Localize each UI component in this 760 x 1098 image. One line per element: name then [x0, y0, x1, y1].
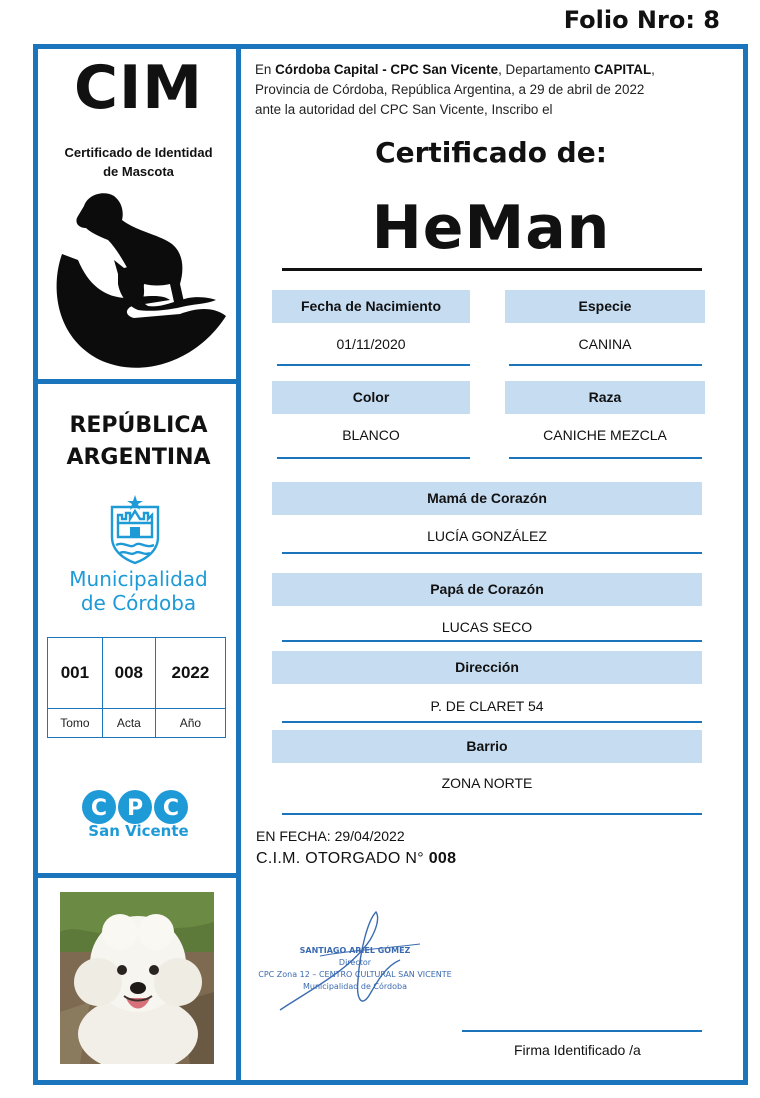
intro-department: CAPITAL	[594, 62, 652, 77]
father-value: LUCAS SECO	[441, 619, 533, 635]
cpc-branch-name: San Vicente	[88, 822, 189, 840]
registry-table	[47, 637, 226, 738]
father-label: Papá de Corazón	[272, 573, 702, 606]
color-rule	[277, 457, 470, 459]
neighborhood-value: ZONA NORTE	[441, 775, 533, 791]
cim-subtitle-line-2: de Mascota	[103, 164, 174, 179]
sidebar-divider-1	[33, 379, 241, 384]
pet-photo	[60, 892, 214, 1064]
father-rule	[282, 640, 702, 642]
intro-post: ,	[651, 62, 655, 77]
species-rule	[509, 364, 702, 366]
intro-paragraph	[255, 60, 727, 120]
intro-prefix: En	[255, 62, 276, 77]
sidebar-divider	[236, 44, 241, 1085]
breed-value: CANICHE MEZCLA	[543, 427, 667, 443]
sidebar-divider-2	[33, 873, 241, 878]
pet-name-underline	[282, 268, 702, 271]
folio-number: Folio Nro: 8	[563, 6, 720, 34]
intro-line-2: Provincia de Córdoba, República Argentina, a 29 de abril de 2022	[255, 82, 645, 97]
neighborhood-rule	[282, 813, 702, 815]
signer-org: Municipalidad de Córdoba	[302, 982, 408, 991]
anio-label: Año	[155, 709, 225, 738]
tomo-value: 001	[48, 638, 103, 709]
republic-line-1: REPÚBLICA	[69, 413, 208, 438]
municipality-line-2: de Córdoba	[80, 591, 197, 615]
address-value: P. DE CLARET 54	[430, 698, 544, 714]
republic-line-2: ARGENTINA	[66, 445, 211, 470]
intro-mid: , Departamento	[498, 62, 595, 77]
breed-rule	[509, 457, 702, 459]
mother-label: Mamá de Corazón	[272, 482, 702, 515]
cim-subtitle-line-1: Certificado de Identidad	[64, 145, 213, 160]
species-value: CANINA	[578, 336, 632, 352]
signer-office: CPC Zona 12 – CENTRO CULTURAL SAN VICENTE	[258, 970, 452, 979]
pet-hand-logo-icon	[48, 188, 230, 374]
svg-text:C: C	[90, 796, 108, 821]
color-label: Color	[272, 381, 470, 414]
signer-name: SANTIAGO ARIEL GÓMEZ	[299, 946, 411, 955]
species-label: Especie	[505, 290, 705, 323]
certificate-heading: Certificado de:	[375, 136, 607, 169]
cim-number-line	[256, 850, 456, 868]
breed-label: Raza	[505, 381, 705, 414]
cim-number-value: 008	[428, 850, 457, 867]
mother-rule	[282, 552, 702, 554]
birth-date-label: Fecha de Nacimiento	[272, 290, 470, 323]
pet-name: HeMan	[371, 193, 611, 263]
address-label: Dirección	[272, 651, 702, 684]
neighborhood-label: Barrio	[272, 730, 702, 763]
signature-rule	[462, 1030, 702, 1032]
acta-label: Acta	[102, 709, 155, 738]
signer-role: Director	[338, 958, 372, 967]
color-value: BLANCO	[342, 427, 400, 443]
acta-value: 008	[102, 638, 155, 709]
birth-date-value: 01/11/2020	[336, 336, 406, 352]
address-rule	[282, 721, 702, 723]
signature-label: Firma Identificado /a	[514, 1042, 641, 1058]
intro-line-3: ante la autoridad del CPC San Vicente, Inscribo el	[255, 102, 553, 117]
cim-subtitle	[41, 143, 236, 181]
intro-location: Córdoba Capital - CPC San Vicente	[275, 62, 499, 77]
cordoba-crest-icon	[106, 493, 164, 565]
municipality-logo-text	[41, 567, 236, 615]
municipality-line-1: Municipalidad	[69, 567, 208, 591]
svg-text:P: P	[126, 796, 144, 821]
republic-title	[41, 410, 236, 474]
svg-text:C: C	[162, 796, 180, 821]
tomo-label: Tomo	[48, 709, 103, 738]
mother-value: LUCÍA GONZÁLEZ	[427, 528, 547, 544]
cim-title: CIM	[73, 53, 204, 123]
anio-value: 2022	[155, 638, 225, 709]
issue-date: EN FECHA: 29/04/2022	[256, 828, 405, 844]
cim-number-label: C.I.M. OTORGADO N°	[256, 850, 429, 867]
birth-date-rule	[277, 364, 470, 366]
